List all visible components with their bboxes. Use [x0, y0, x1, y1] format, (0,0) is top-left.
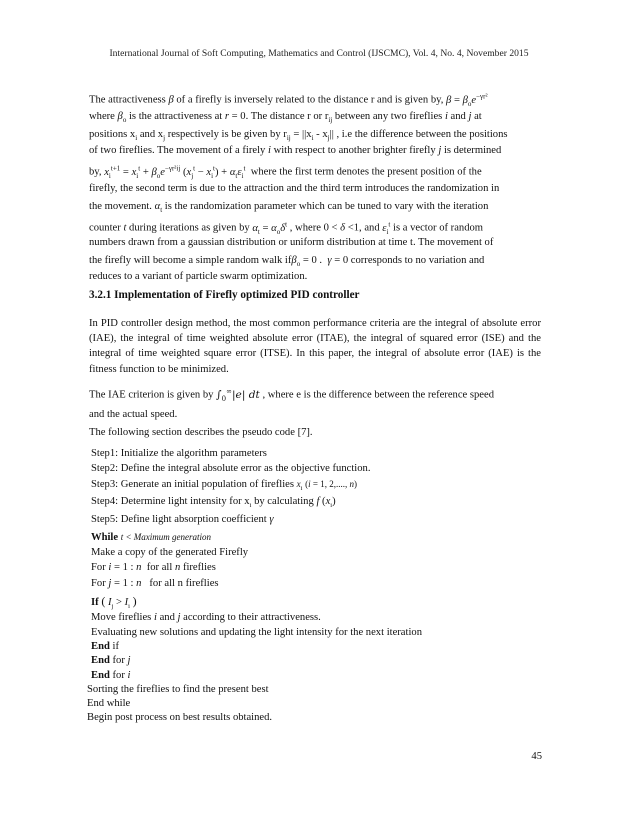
para1-line9: numbers drawn from a gaussian distribution or uniform distribution at time t. The movement of: [89, 237, 494, 248]
sort-line: Sorting the fireflies to find the present best: [87, 684, 269, 695]
beta-symbol: β: [168, 94, 174, 106]
step-5: Step5: Define light absorption coefficient γ: [91, 514, 274, 525]
para1-line7: the movement. $\alpha_t$ is the randomization parameter which can be tuned to vary with the iteration: [89, 201, 489, 215]
attractiveness-equation: $\beta = \beta_oe^{-\gamma r^2}$: [446, 92, 488, 108]
for-j-line: For j = 1 : n for all n fireflies: [91, 578, 219, 589]
end-if-line: End if: [91, 641, 119, 652]
post-process-line: Begin post process on best results obtained.: [87, 712, 273, 723]
movement-equation: $x_i^{t+1} = x_i^t + \beta_oe^{-\gamma r^2ij}$ $(x_j^t - x_i^t) + \alpha_t\varepsilon_i^t$: [104, 164, 246, 180]
pseudo-code-intro: The following section describes the pseudo code [7].: [89, 427, 313, 438]
journal-header: International Journal of Soft Computing, Mathematics and Control (IJSCMC), Vol. 4, No. 4, November 2015: [109, 48, 529, 59]
for-i-line: For i = 1 : n for all n fireflies: [91, 562, 216, 573]
para1-line11: reduces to a variant of particle swarm optimization.: [89, 271, 308, 282]
copy-line: Make a copy of the generated Firefly: [91, 547, 249, 558]
para1-line6: firefly, the second term is due to the attraction and the third term introduces the randomization in: [89, 183, 500, 194]
end-while-line: End while: [87, 698, 131, 709]
para1-line4: of two fireflies. The movement of a firely i with respect to another brighter firefly j is determined: [89, 145, 502, 156]
section-title: 3.2.1 Implementation of Firefly optimized PID controller: [89, 289, 360, 301]
step-3: Step3: Generate an initial population of fireflies $x_i$ (i = 1, 2,...., n): [91, 479, 357, 493]
para1-line2: where $\beta_o$ is the attractiveness at r = 0. The distance r or $r_{ij}$ between any two fireflies i and j at: [89, 111, 482, 125]
step-4: Step4: Determine light intensity for $x_i$ by calculating f $(x_i)$: [91, 496, 336, 510]
step-2: Step2: Define the integral absolute error as the objective function.: [91, 463, 371, 474]
iae-criterion-paragraph: The IAE criterion is given by $\int_0^\infty|e|$ dt , where e is the difference between the reference speed and the actual speed.: [89, 387, 495, 420]
end-for-i-line: End for i: [91, 670, 131, 681]
para1-line8: counter t during iterations as given by $\alpha_t = \alpha_o\delta^t$ , where 0 < δ <1, and $\varepsilon_i^t$ is a vector of random: [89, 220, 484, 236]
para1-line5: by, $x_i^{t+1} = x_i^t + \beta_oe^{-\gamma r^2ij}$ $(x_j^t - x_i^t) + \alpha_t\varepsilon_i^t$ where the first term denotes the present position of the: [89, 164, 482, 180]
iae-integral: $\int_0^\infty|e|$ dt: [216, 387, 260, 403]
step-1: Step1: Initialize the algorithm parameters: [91, 448, 267, 459]
end-for-j-line: End for j: [91, 655, 131, 666]
para1-line3: positions $x_i$ and $x_j$ respectively is be given by $r_{ij} = ||x_i - x_j||$ , i.e the difference between the positions: [89, 129, 508, 143]
while-line: While t < Maximum generation: [91, 532, 212, 543]
evaluate-line: Evaluating new solutions and updating the light intensity for the next iteration: [91, 627, 422, 638]
pid-performance-paragraph: In PID controller design method, the most common performance criteria are the integral of absolute error (IAE), the integral of time weighted absolute error (ITAE), the integral of squared error (ISE) and the integral of time weighted square error (ITSE). In this paper, the integral of absolute error (IAE) is the fitness function to be minimized.: [89, 318, 541, 375]
para1-line1: The attractiveness β of a firefly is inversely related to the distance r and is given by, $\beta = \beta_oe^{-\gamma r^2}$: [89, 92, 488, 108]
para1-line10: the firefly will become a simple random walk ifβ$_o$ = 0 . γ = 0 corresponds to no variation and: [89, 255, 485, 269]
move-line: Move fireflies i and j according to their attractiveness.: [91, 612, 321, 623]
if-line: If ( $I_j > I_i$ ): [91, 594, 137, 611]
page-number: 45: [531, 751, 542, 762]
